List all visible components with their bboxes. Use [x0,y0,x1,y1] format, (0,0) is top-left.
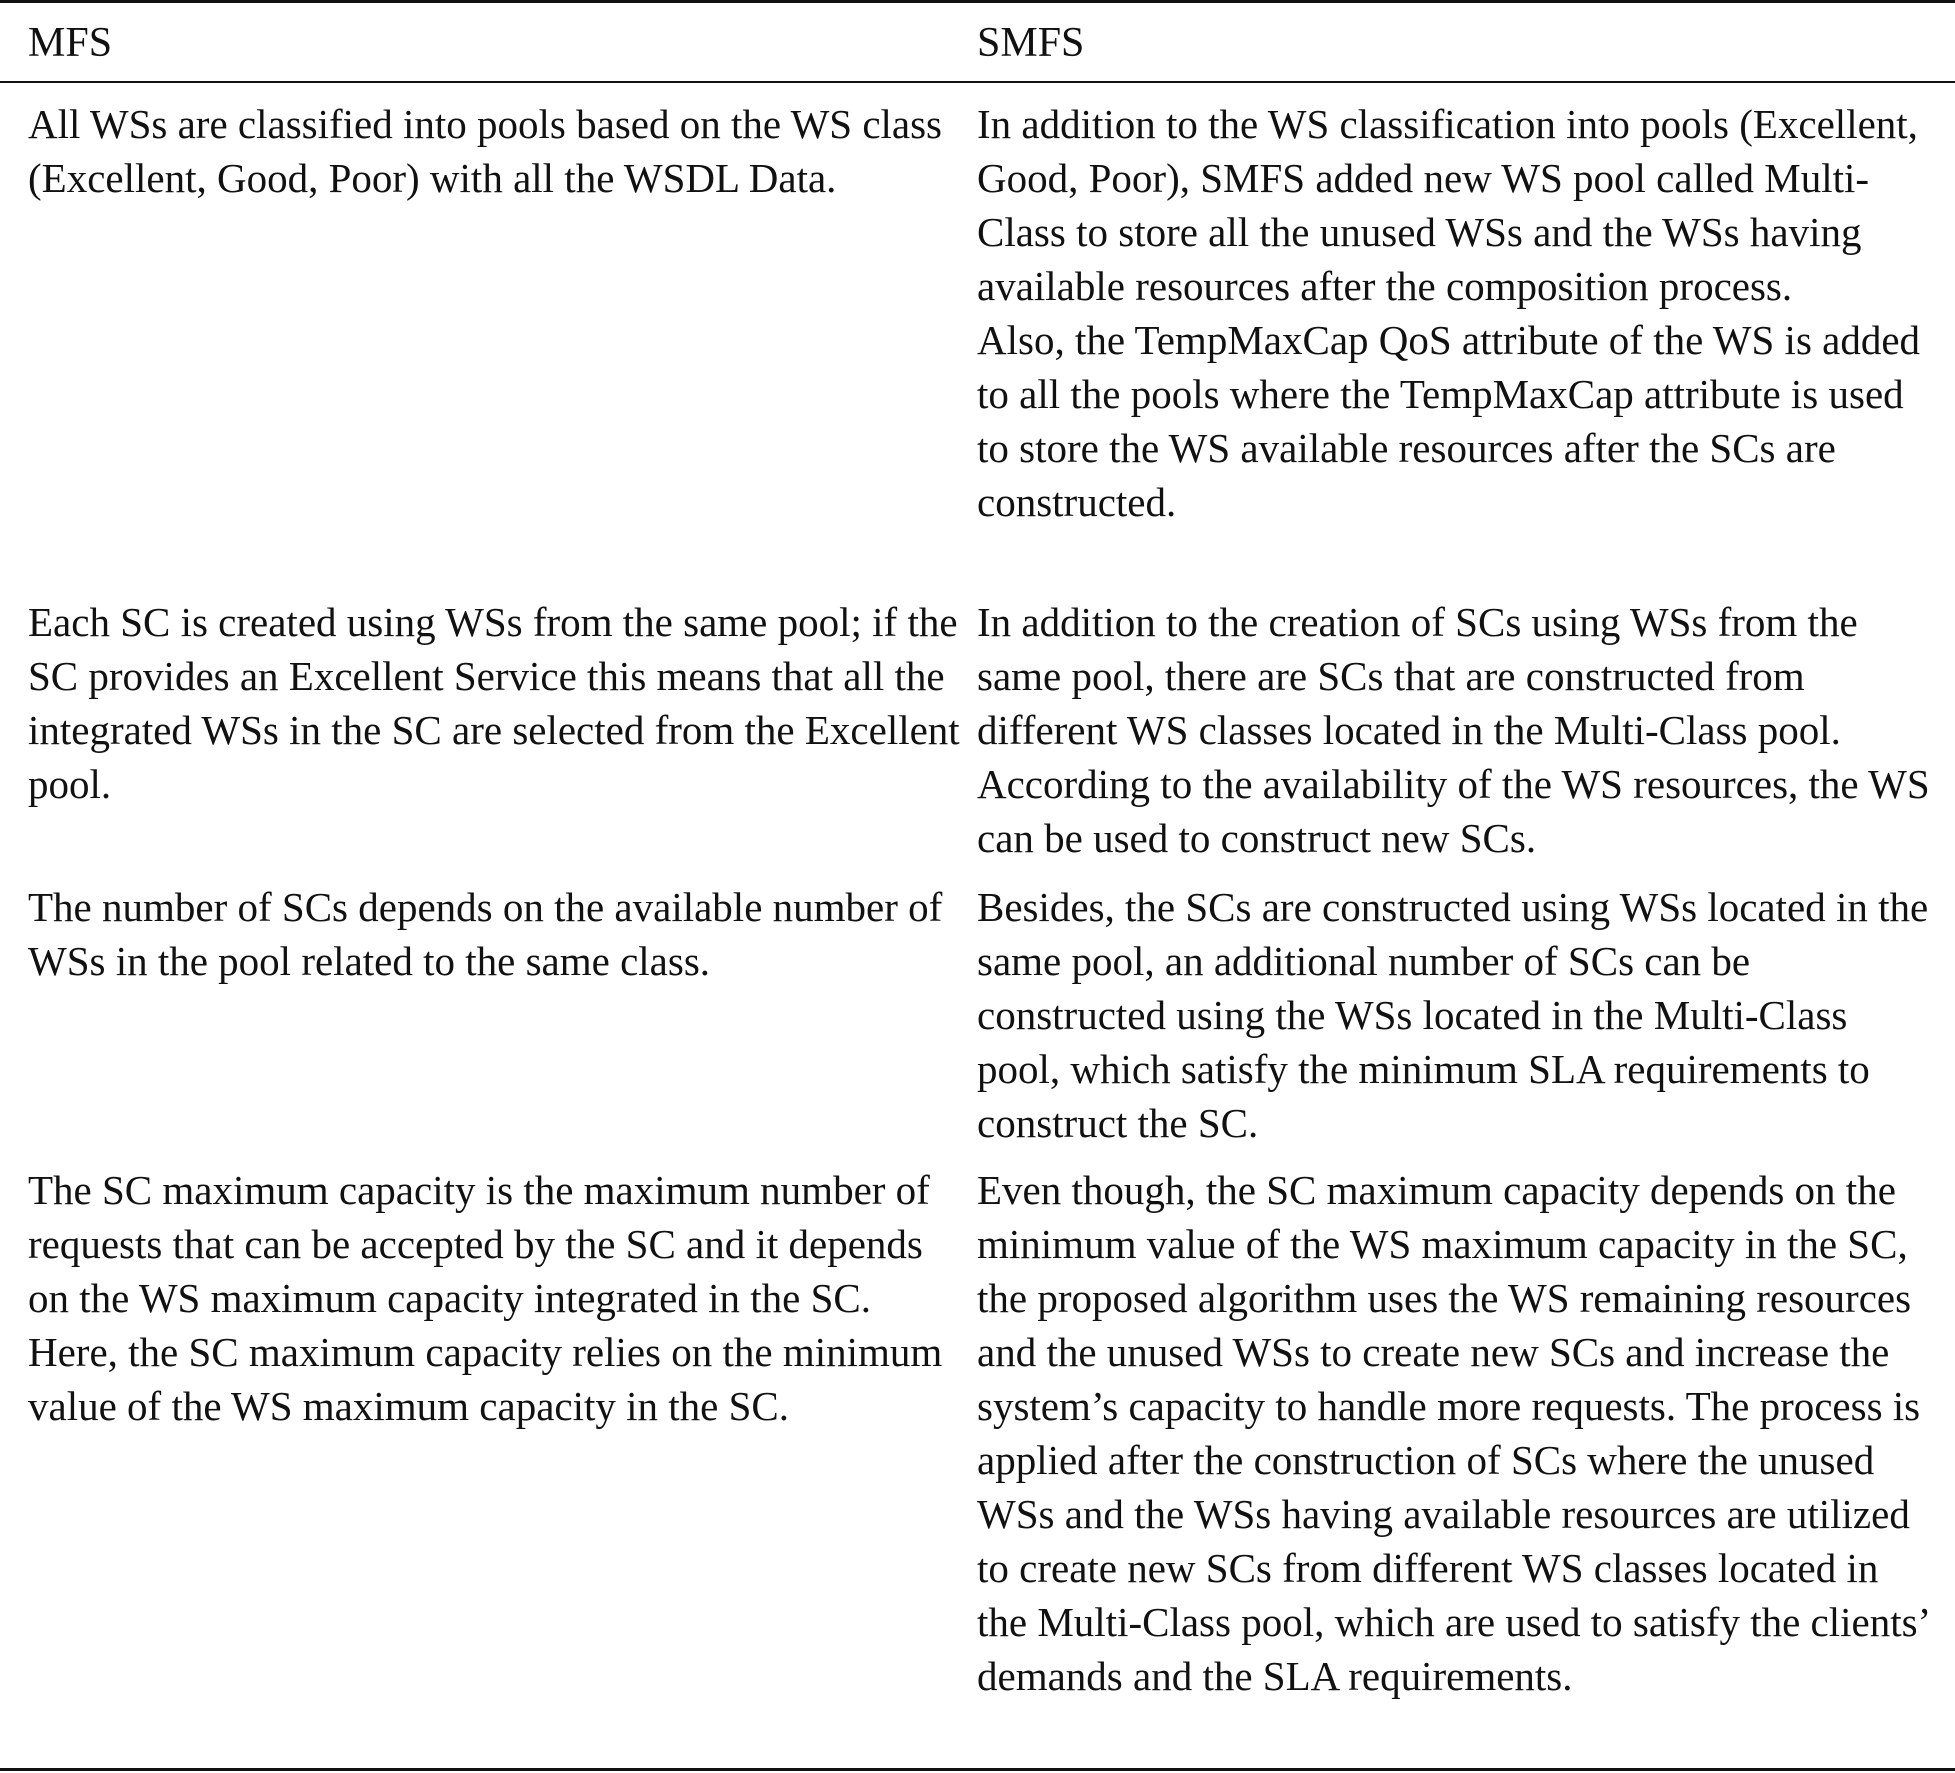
header-smfs: SMFS [977,20,1085,66]
table-bottom-rule [0,1768,1955,1771]
row-2-smfs-paragraph-1: In addition to the creation of SCs using WSs from the same pool, there are SCs that are constructed from different WS classes located in the Multi-Class pool. According to the availability of the WS resources, the WS can be used to construct new SCs. [977,599,1930,861]
row-1-smfs-paragraph-1: In addition to the WS classification into pools (Excellent, Good, Poor), SMFS added new WS pool called Multi-Class to store all the unused WSs and the WSs having available resources after the composition process. [977,101,1918,309]
row-2-mfs-text: Each SC is created using WSs from the same pool; if the SC provides an Excellent Service this means that all the integrated WSs in the SC are selected from the Excellent pool. [28,599,960,807]
row-4-smfs-cell [977,1163,1937,1703]
row-3-smfs-cell [977,880,1937,1150]
row-4-smfs-paragraph-1: Even though, the SC maximum capacity depends on the minimum value of the WS maximum capacity in the SC, the proposed algorithm uses the WS remaining resources and the unused WSs to create new SCs and increase the system’s capacity to handle more requests. The process is applied after the construction of SCs where the unused WSs and the WSs having available resources are utilized to create new SCs from different WS classes located in the Multi-Class pool, which are used to satisfy the clients’ demands and the SLA requirements. [977,1167,1929,1699]
row-2-mfs-cell [28,595,963,811]
row-3-mfs-text: The number of SCs depends on the available number of WSs in the pool related to the same class. [28,884,943,984]
row-1-smfs-paragraph-2: Also, the TempMaxCap QoS attribute of the WS is added to all the pools where the TempMaxCap attribute is used to store the WS available resources after the SCs are constructed. [977,317,1921,525]
row-2-smfs-cell [977,595,1937,865]
row-3-smfs-paragraph-1: Besides, the SCs are constructed using WSs located in the same pool, an additional number of SCs can be constructed using the WSs located in the Multi-Class pool, which satisfy the minimum SLA requirements to construct the SC. [977,884,1929,1146]
table-top-rule [0,0,1955,3]
row-1-smfs-cell [977,97,1937,529]
header-rule [0,81,1955,83]
row-1-mfs-cell [28,97,963,205]
header-mfs: MFS [28,20,113,66]
row-4-mfs-text: The SC maximum capacity is the maximum number of requests that can be accepted by the SC and it depends on the WS maximum capacity integrated in the SC. Here, the SC maximum capacity relies on the minimum value of the WS maximum capacity in the SC. [28,1167,943,1429]
row-1-mfs-text: All WSs are classified into pools based on the WS class (Excellent, Good, Poor) with all the WSDL Data. [28,101,943,201]
row-3-mfs-cell [28,880,963,988]
row-4-mfs-cell [28,1163,963,1433]
